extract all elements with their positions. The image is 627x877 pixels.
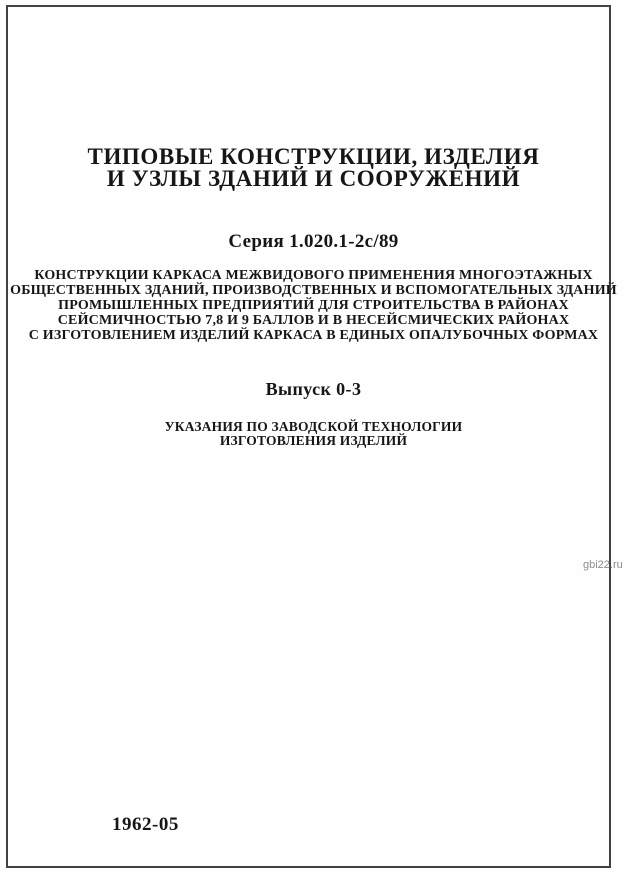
- description-line: ОБЩЕСТВЕННЫХ ЗДАНИЙ, ПРОИЗВОДСТВЕННЫХ И ВСПОМОГАТЕЛЬНЫХ ЗДАНИЙ: [10, 283, 617, 298]
- title-line-1: ТИПОВЫЕ КОНСТРУКЦИИ, ИЗДЕЛИЯ: [87, 144, 540, 169]
- title-line-2: И УЗЛЫ ЗДАНИЙ И СООРУЖЕНИЙ: [106, 166, 521, 191]
- site-watermark: gbi22.ru: [583, 559, 623, 571]
- description-line: ПРОМЫШЛЕННЫХ ПРЕДПРИЯТИЙ ДЛЯ СТРОИТЕЛЬСТВА В РАЙОНАХ: [58, 298, 569, 313]
- description: [0, 268, 627, 343]
- series-number: Серия 1.020.1-2с/89: [228, 231, 399, 252]
- description-line: С ИЗГОТОВЛЕНИЕМ ИЗДЕЛИЙ КАРКАСА В ЕДИНЫХ ОПАЛУБОЧНЫХ ФОРМАХ: [28, 328, 599, 343]
- subtitle: [0, 420, 627, 448]
- subtitle-line-1: УКАЗАНИЯ ПО ЗАВОДСКОЙ ТЕХНОЛОГИИ: [164, 419, 463, 434]
- subtitle-line-2: ИЗГОТОВЛЕНИЯ ИЗДЕЛИЙ: [219, 433, 408, 448]
- issue-number: Выпуск 0-3: [265, 379, 362, 399]
- description-line: КОНСТРУКЦИИ КАРКАСА МЕЖВИДОВОГО ПРИМЕНЕНИЯ МНОГОЭТАЖНЫХ: [34, 268, 593, 283]
- description-line: СЕЙСМИЧНОСТЬЮ 7,8 И 9 БАЛЛОВ И В НЕСЕЙСМИЧЕСКИХ РАЙОНАХ: [57, 313, 570, 328]
- edition-code: 1962-05: [112, 814, 179, 835]
- document-title: [0, 146, 627, 190]
